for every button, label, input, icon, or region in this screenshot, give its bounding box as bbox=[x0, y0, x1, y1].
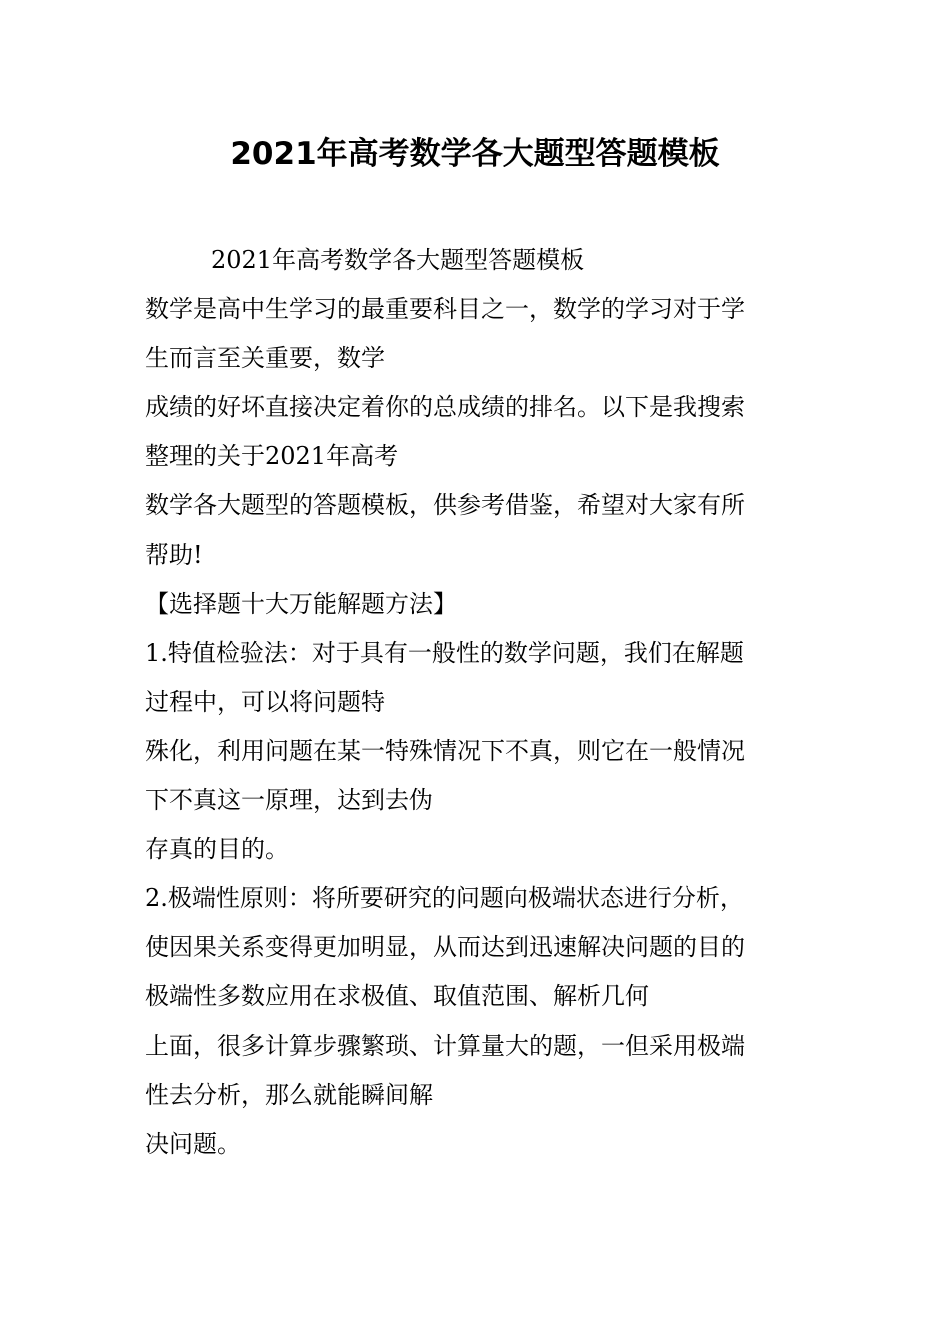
body-line: 下不真这一原理，达到去伪 bbox=[145, 786, 433, 815]
body-line-subtitle: 2021年高考数学各大题型答题模板 bbox=[211, 246, 585, 274]
body-line: 数学是高中生学习的最重要科目之一，数学的学习对于学 bbox=[145, 295, 745, 324]
section-heading: 【选择题十大万能解题方法】 bbox=[145, 589, 457, 618]
body-line: 决问题。 bbox=[145, 1129, 241, 1158]
body-line: 存真的目的。 bbox=[145, 835, 289, 864]
document-body bbox=[145, 236, 825, 1169]
body-line: 性去分析，那么就能瞬间解 bbox=[145, 1080, 433, 1109]
body-line: 过程中，可以将问题特 bbox=[145, 687, 385, 716]
body-line: 整理的关于2021年高考 bbox=[145, 442, 399, 471]
body-line: 殊化，利用问题在某一特殊情况下不真，则它在一般情况 bbox=[145, 736, 745, 765]
body-line: 成绩的好坏直接决定着你的总成绩的排名。以下是我搜索 bbox=[145, 393, 745, 422]
body-line: 极端性多数应用在求极值、取值范围、解析几何 bbox=[145, 982, 649, 1011]
body-line: 上面，很多计算步骤繁琐、计算量大的题，一但采用极端 bbox=[145, 1031, 745, 1060]
body-line: 数学各大题型的答题模板，供参考借鉴，希望对大家有所 bbox=[145, 491, 745, 520]
document-title: 2021年高考数学各大题型答题模板 bbox=[230, 136, 720, 172]
body-line: 生而言至关重要，数学 bbox=[145, 344, 385, 373]
body-line: 1.特值检验法：对于具有一般性的数学问题，我们在解题 bbox=[145, 638, 744, 667]
body-line: 使因果关系变得更加明显，从而达到迅速解决问题的目的 bbox=[145, 933, 745, 962]
body-line: 2.极端性原则：将所要研究的问题向极端状态进行分析， bbox=[145, 884, 744, 913]
body-line: 帮助! bbox=[145, 540, 203, 569]
